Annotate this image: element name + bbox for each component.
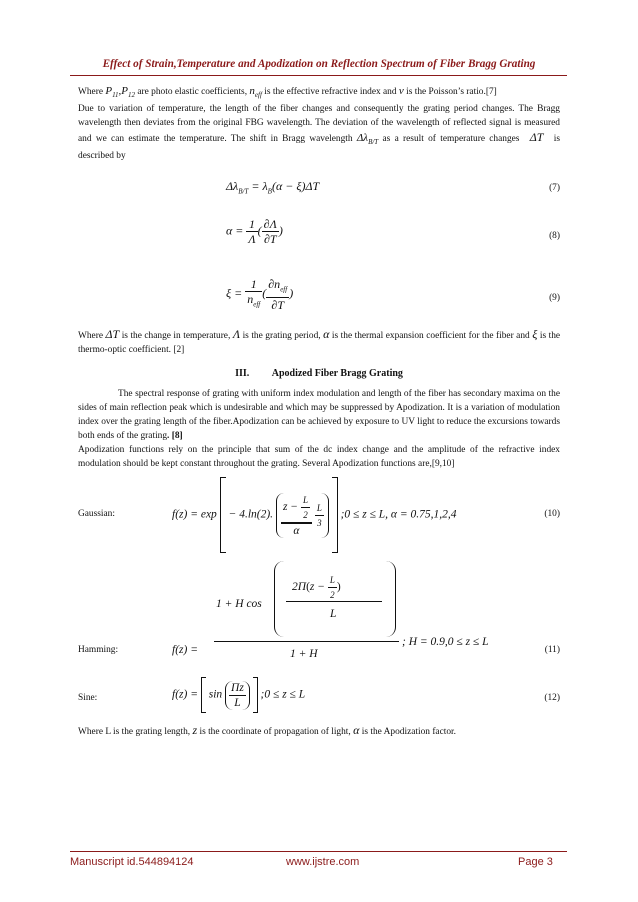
equation-7: $\Delta\lambda_{B/T} = \lambda_B(\alpha - \xi)\Delta T$ (7) xyxy=(226,179,560,196)
math-delta-t: ΔT xyxy=(529,130,544,145)
running-header: Effect of Strain,Temperature and Apodization on Reflection Spectrum of Fiber Bragg Grating xyxy=(102,58,536,70)
manuscript-id: Manuscript id.544894124 xyxy=(70,856,194,868)
math-neff: $n_{eff}$ xyxy=(249,85,262,100)
equation-10-gaussian: Gaussian: f(z) = exp − 4.ln(2). z − $\frac{L}{2}$ α $\frac{L}{3}$ ;0 ≤ z ≤ L, α = 0.75,1,2,4 (10) xyxy=(78,471,560,557)
paragraph-temperature: Due to variation of temperature, the length of the fiber changes and consequently the grating period changes. The Bragg wavelength then deviates from the original FBG wavelength. The deviation of the wavelength of reflected signal is measured and we can estimate the temperature. The shift in Bragg wavelength $\Delta\lambda_{B/T}$ as a result of temperature changes ΔT is described by xyxy=(78,104,560,162)
equation-11-hamming: Hamming: f(z) = 1 + H cos 2Π(z − $\frac{L}{2}$ ) L 1 + H ; H = 0.9,0 ≤ z ≤ L (11) xyxy=(78,557,560,667)
section-heading: III. Apodized Fiber Bragg Grating xyxy=(235,368,403,380)
equation-8: α = $\frac{1}{\Lambda}$ ( $\frac{\partial\Lambda}{\partial T}$ ) (8) xyxy=(226,217,560,247)
equation-12-sine: Sine: f(z) = sin $\frac{\Pi z}{L}$ ;0 ≤ z ≤ L (12) xyxy=(78,667,560,723)
header-rule xyxy=(70,75,567,76)
math-nu: ν xyxy=(398,85,404,97)
page-body xyxy=(78,84,560,739)
equation-9: ξ = $\frac{1}{n_{eff}}$ ( $\frac{\partial n_{eff}}{\partial T}$ ) (9) xyxy=(226,277,560,312)
paragraph-variables: Where L is the grating length, z is the coordinate of propagation of light, α is the Apodization factor. xyxy=(78,723,456,738)
paragraph-apodization: The spectral response of grating with uniform index modulation and length of the fiber has secondary maxima on the sides of main reflection peak which is undesirable and which may be suppressed by Apodization. It is a variation of modulation index over the grating length of the fiber.Apodization can be achieved by exposure to UV light to reduce the excursions towards both ends of the grating. [8] xyxy=(78,389,560,442)
page-number: Page 3 xyxy=(518,856,553,868)
journal-link[interactable]: www.ijstre.com xyxy=(286,856,360,868)
paragraph-photoelastic: Where $P_{11},P_{12}$ are photo elastic coefficients, $n_{eff}$ is the effective refractive index and ν is the Poisson’s ratio.[7] xyxy=(78,85,497,100)
math-delta-lambda: $\Delta\lambda_{B/T}$ xyxy=(356,132,379,147)
paragraph-definitions: Where ΔT is the change in temperature, Λ is the grating period, α is the thermal expansion coefficient for the fiber and ξ is the thermo-optic coefficient. [2] xyxy=(78,327,561,356)
paragraph-functions: Apodization functions rely on the principle that sum of the dc index change and the amplitude of the refractive index modulation should be kept constant throughout the grating. Several Apodization functions are,[9,10] xyxy=(78,445,560,470)
math-p11-p12: $P_{11},P_{12}$ xyxy=(105,85,136,100)
footer-rule xyxy=(70,851,567,852)
